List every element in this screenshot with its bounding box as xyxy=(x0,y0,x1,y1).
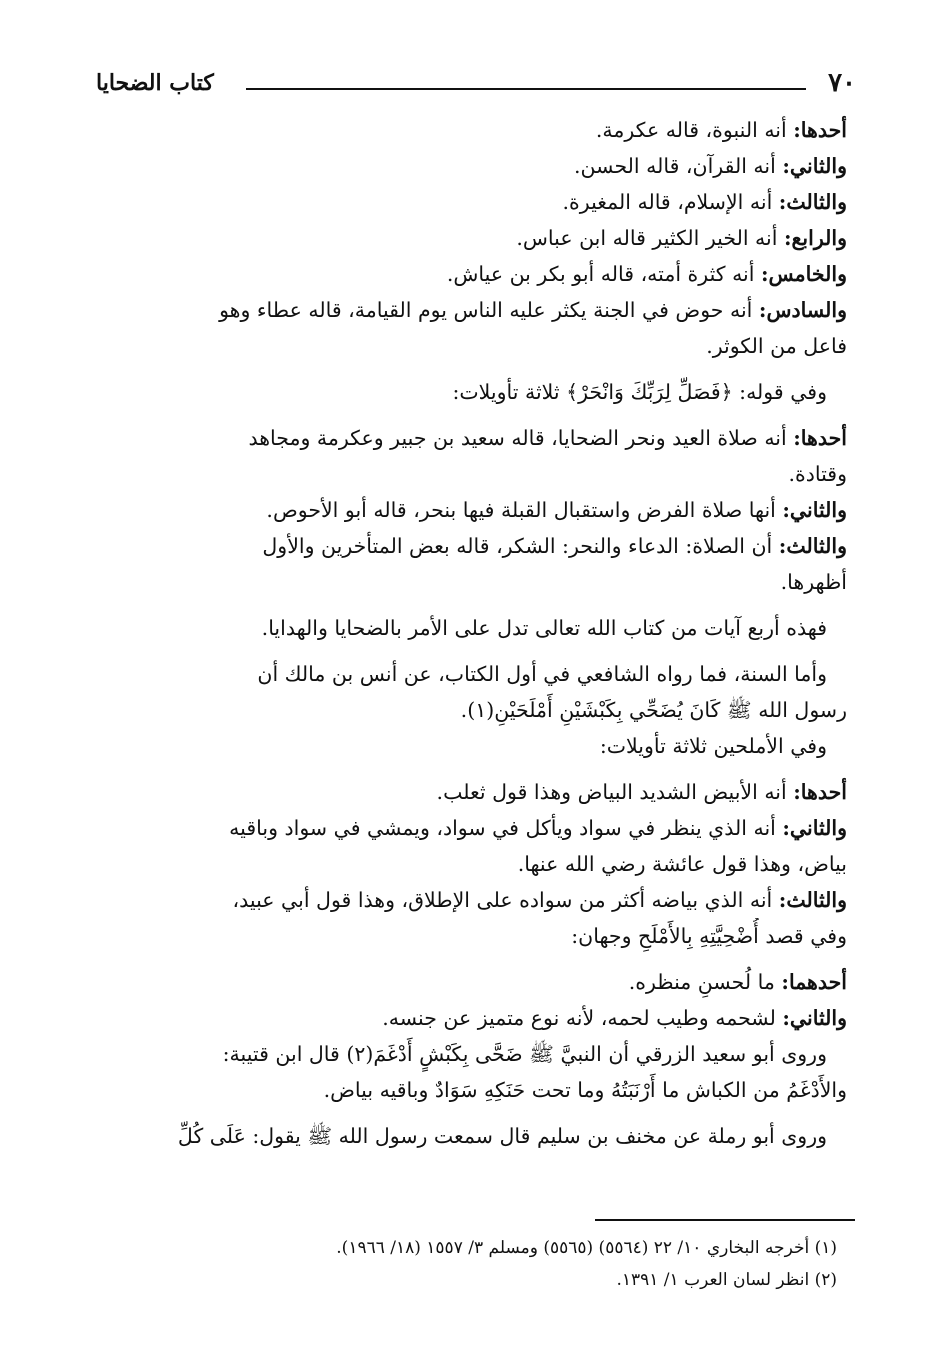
line-text: أظهرها. xyxy=(780,570,847,594)
text-line xyxy=(97,1000,847,1036)
line-text: أنه صلاة العيد ونحر الضحايا، قاله سعيد بن جبير وعكرمة ومجاهد xyxy=(248,426,794,450)
line-text: وفي قوله: ﴿فَصَلِّ لِرَبِّكَ وَانْحَرْ﴾ ثلاثة تأويلات: xyxy=(452,380,827,404)
lead-word: والسادس: xyxy=(758,298,847,322)
body-text xyxy=(97,112,847,1154)
page-header xyxy=(96,68,856,104)
lead-word: والثالث: xyxy=(778,888,847,912)
paragraph-gap xyxy=(97,764,847,774)
text-line xyxy=(97,846,847,882)
text-line xyxy=(97,882,847,918)
text-line xyxy=(97,1036,847,1072)
line-text: وأما السنة، فما رواه الشافعي في أول الكتاب، عن أنس بن مالك أن xyxy=(257,662,827,686)
line-text: أنه الذي ينظر في سواد ويأكل في سواد، ويمشي في سواد وباقيه xyxy=(229,816,783,840)
lead-word: والثالث: xyxy=(778,190,847,214)
lead-word: أحدها: xyxy=(793,780,847,804)
text-line xyxy=(97,810,847,846)
text-line xyxy=(97,292,847,328)
line-text: لشحمه وطيب لحمه، لأنه نوع متميز عن جنسه. xyxy=(382,1006,783,1030)
text-line xyxy=(97,1072,847,1108)
footnotes xyxy=(97,1232,847,1296)
lead-word: والخامس: xyxy=(760,262,847,286)
paragraph-gap xyxy=(97,646,847,656)
paragraph-gap xyxy=(97,410,847,420)
text-line xyxy=(97,220,847,256)
lead-word: والثاني: xyxy=(782,498,847,522)
text-line xyxy=(97,184,847,220)
line-text: وروى أبو رملة عن مخنف بن سليم قال سمعت رسول الله ﷺ يقول: عَلَى كُلِّ xyxy=(177,1124,827,1148)
line-text: أن الصلاة: الدعاء والنحر: الشكر، قاله بعض المتأخرين والأول xyxy=(262,534,779,558)
lead-word: أحدها: xyxy=(793,426,847,450)
header-rule xyxy=(246,88,806,90)
book-title: كتاب الضحايا xyxy=(96,70,214,96)
lead-word: والثاني: xyxy=(782,816,847,840)
text-line xyxy=(97,328,847,364)
page-number: ٧٠ xyxy=(828,68,856,98)
line-text: أنه الخير الكثير قاله ابن عباس. xyxy=(516,226,784,250)
paragraph-gap xyxy=(97,1108,847,1118)
footnote-rule xyxy=(595,1219,855,1221)
line-text: أنها صلاة الفرض واستقبال القبلة فيها بنحر، قاله أبو الأحوص. xyxy=(266,498,783,522)
lead-word: والثاني: xyxy=(782,1006,847,1030)
line-text: أنه الأبيض الشديد البياض وهذا قول ثعلب. xyxy=(436,780,794,804)
line-text: وقتادة. xyxy=(788,462,847,486)
line-text: فاعل من الكوثر. xyxy=(706,334,847,358)
line-text: فهذه أربع آيات من كتاب الله تعالى تدل على الأمر بالضحايا والهدايا. xyxy=(261,616,827,640)
lead-word: والثالث: xyxy=(778,534,847,558)
line-text: أنه القرآن، قاله الحسن. xyxy=(574,154,783,178)
paragraph-gap xyxy=(97,600,847,610)
line-text: والأَدْغَمُ من الكباش ما أَرْنَبَتُهُ وما تحت حَنَكِهِ سَوَادٌ وباقيه بياض. xyxy=(323,1078,847,1102)
line-text: أنه الإسلام، قاله المغيرة. xyxy=(562,190,779,214)
text-line xyxy=(97,774,847,810)
text-line xyxy=(97,964,847,1000)
text-line xyxy=(97,528,847,564)
lead-word: أحدها: xyxy=(793,118,847,142)
line-text: وفي قصد أُضْحِيَّتِهِ بِالأَمْلَحِ وجهان: xyxy=(571,924,847,948)
line-text: بياض، وهذا قول عائشة رضي الله عنها. xyxy=(517,852,847,876)
text-line xyxy=(97,728,847,764)
text-line xyxy=(97,456,847,492)
lead-word: أحدهما: xyxy=(781,970,847,994)
footnote-2: (٢) انظر لسان العرب ١/ ١٣٩١. xyxy=(616,1270,837,1290)
line-text: ما لُحسنِ منظره. xyxy=(628,970,782,994)
footnote-1: (١) أخرجه البخاري ١٠/ ٢٢ (٥٥٦٤) (٥٥٦٥) ومسلم ٣/ ١٥٥٧ (١٨/ ١٩٦٦). xyxy=(336,1238,837,1258)
line-text: وفي الأملحين ثلاثة تأويلات: xyxy=(599,734,827,758)
lead-word: والثاني: xyxy=(782,154,847,178)
paragraph-gap xyxy=(97,954,847,964)
text-line xyxy=(97,692,847,728)
line-text: أنه النبوة، قاله عكرمة. xyxy=(595,118,794,142)
text-line xyxy=(97,610,847,646)
line-text: أنه كثرة أمته، قاله أبو بكر بن عياش. xyxy=(446,262,761,286)
text-line xyxy=(97,256,847,292)
line-text: وروى أبو سعيد الزرقي أن النبيَّ ﷺ ضَحَّى بِكَبْشٍ أَدْغَمَ(٢) قال ابن قتيبة: xyxy=(222,1042,827,1066)
text-line xyxy=(97,148,847,184)
line-text: رسول الله ﷺ كَانَ يُضَحِّي بِكَبْشَيْنِ أَمْلَحَيْنِ(١). xyxy=(460,698,847,722)
text-line xyxy=(97,564,847,600)
text-line xyxy=(97,374,847,410)
text-line xyxy=(97,918,847,954)
paragraph-gap xyxy=(97,364,847,374)
text-line xyxy=(97,112,847,148)
text-line xyxy=(97,420,847,456)
lead-word: والرابع: xyxy=(783,226,847,250)
line-text: أنه حوض في الجنة يكثر عليه الناس يوم القيامة، قاله عطاء وهو xyxy=(219,298,759,322)
text-line xyxy=(97,1118,847,1154)
line-text: أنه الذي بياضه أكثر من سواده على الإطلاق، وهذا قول أبي عبيد، xyxy=(232,888,779,912)
text-line xyxy=(97,492,847,528)
text-line xyxy=(97,656,847,692)
